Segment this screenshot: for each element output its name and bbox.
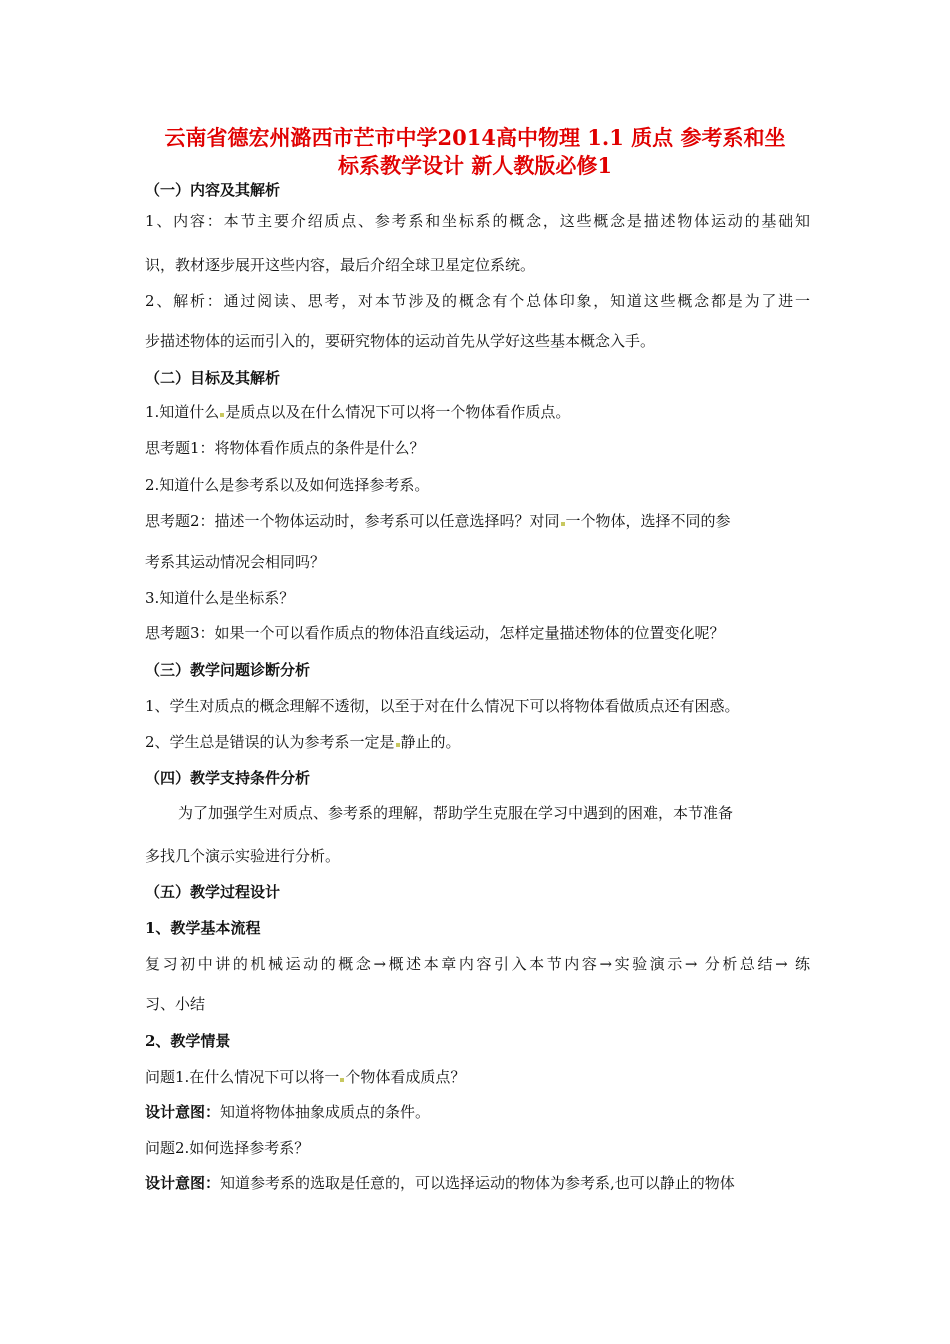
design-intent-2-text: 知道参考系的选取是任意的，可以选择运动的物体为参考系,也可以静止的物体 (220, 1174, 735, 1192)
section-heading-goals: （二）目标及其解析 (145, 369, 281, 387)
thinking-question-3: 思考题3：如果一个可以看作质点的物体沿直线运动，怎样定量描述物体的位置变化呢？ (145, 624, 725, 642)
paragraph-analysis-line-1: 2、解析：通过阅读、思考，对本节涉及的概念有个总体印象，知道这些概念都是为了进一 (145, 292, 810, 310)
goal-1 (145, 401, 810, 423)
design-intent-1-text: 知道将物体抽象成质点的条件。 (220, 1103, 431, 1121)
paragraph-content-line-1: 1、内容：本节主要介绍质点、参考系和坐标系的概念，这些概念是描述物体运动的基础知 (145, 212, 810, 230)
design-intent-1 (145, 1101, 810, 1123)
editor-mark-icon (220, 413, 224, 417)
thinking-question-2-line-1 (145, 510, 810, 532)
question-2: 问题2.如何选择参考系？ (145, 1139, 310, 1157)
goal-1-part-a: 1.知道什么 (145, 403, 220, 421)
support-paragraph-line-2: 多找几个演示实验进行分析。 (145, 847, 341, 865)
section-heading-support: （四）教学支持条件分析 (145, 769, 311, 787)
document-title-line-1: 云南省德宏州潞西市芒市中学2014高中物理 1.1 质点 参考系和坐 (164, 125, 786, 150)
goal-3: 3.知道什么是坐标系？ (145, 589, 295, 607)
section-heading-diagnosis: （三）教学问题诊断分析 (145, 661, 311, 679)
thinking-question-1: 思考题1：将物体看作质点的条件是什么？ (145, 439, 425, 457)
diagnosis-2-part-b: 静止的。 (400, 733, 461, 751)
paragraph-content-line-2: 识，教材逐步展开这些内容，最后介绍全球卫星定位系统。 (145, 256, 536, 274)
subheading-teaching-scenario: 2、教学情景 (145, 1032, 231, 1050)
design-intent-label: 设计意图： (145, 1103, 221, 1121)
design-intent-2 (145, 1172, 810, 1194)
document-title-line-2: 标系教学设计 新人教版必修1 (338, 153, 612, 178)
flow-line-2: 习、小结 (145, 995, 206, 1013)
thinking-question-2-part-a: 思考题2：描述一个物体运动时，参考系可以任意选择吗？对同 (145, 512, 560, 530)
diagnosis-1: 1、学生对质点的概念理解不透彻，以至于对在什么情况下可以将物体看做质点还有困惑。 (145, 697, 740, 715)
section-heading-process: （五）教学过程设计 (145, 883, 281, 901)
flow-line-1: 复习初中讲的机械运动的概念→概述本章内容引入本节内容→实验演示→ 分析总结→ 练 (145, 955, 810, 973)
paragraph-analysis-line-2: 步描述物体的运而引入的，要研究物体的运动首先从学好这些基本概念入手。 (145, 332, 656, 350)
diagnosis-2-part-a: 2、学生总是错误的认为参考系一定是 (145, 733, 395, 751)
editor-mark-icon (561, 522, 565, 526)
subheading-basic-flow: 1、教学基本流程 (145, 919, 261, 937)
editor-mark-icon (396, 743, 400, 747)
goal-1-part-b: 是质点以及在什么情况下可以将一个物体看作质点。 (225, 403, 571, 421)
section-heading-content: （一）内容及其解析 (145, 181, 281, 199)
question-1-part-a: 问题1.在什么情况下可以将一 (145, 1068, 340, 1086)
thinking-question-2-part-b: 一个物体，选择不同的参 (565, 512, 731, 530)
question-1-part-b: 个物体看成质点？ (345, 1068, 466, 1086)
support-paragraph-line-1: 为了加强学生对质点、参考系的理解，帮助学生克服在学习中遇到的困难，本节准备 (178, 804, 734, 822)
thinking-question-2-line-2: 考系其运动情况会相同吗？ (145, 553, 326, 571)
editor-mark-icon (340, 1078, 344, 1082)
goal-2: 2.知道什么是参考系以及如何选择参考系。 (145, 476, 430, 494)
question-1 (145, 1066, 810, 1088)
design-intent-label: 设计意图： (145, 1174, 221, 1192)
diagnosis-2 (145, 731, 810, 753)
